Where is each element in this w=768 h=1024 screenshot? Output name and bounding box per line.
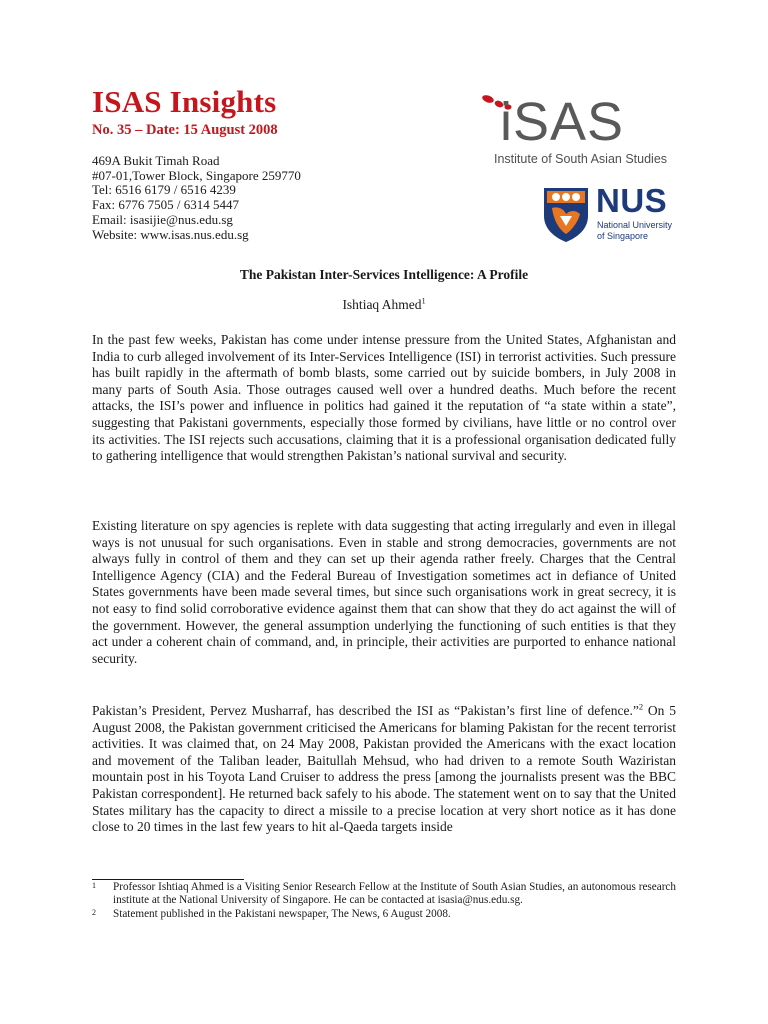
body-paragraph: In the past few weeks, Pakistan has come under intense pressure from the United States, Afghanistan and India to curb alleged involvement of its Inter-Services Intelligence (ISI) in terrorist activities. Such pressure has built rapidly in the aftermath of bomb blasts, some carried out by suicide bombers, in July 2008 in many parts of South Asia. Those outrages caused well over a hundred deaths. Much before the recent attacks, the ISI’s power and influence in politics had gained it the reputation of “a state within a state”, suggesting that Pakistani governments, especially those formed by civilians, have little or no control over its activities. The ISI rejects such accusations, claiming that it is a professional organisation dedicated fully to gathering intelligence that would strengthen Pakistan’s national survival and security.	[92, 332, 676, 464]
author-byline	[0, 297, 768, 313]
footnote-divider	[92, 879, 244, 880]
footnote-ref: 2	[638, 701, 644, 712]
nus-subtitle	[597, 220, 687, 241]
article-title: The Pakistan Inter-Services Intelligence: A Profile	[239, 267, 529, 282]
fax-line: Fax: 6776 7505 / 6314 5447	[92, 197, 239, 213]
body-paragraph	[92, 703, 676, 836]
address-line: #07-01,Tower Block, Singapore 259770	[92, 167, 301, 183]
author-name: Ishtiaq Ahmed	[342, 297, 422, 312]
body-paragraph: Existing literature on spy agencies is replete with data suggesting that acting irregularly and even in illegal ways is not unusual for such organisations. Even in stable and strong democracies, governments are not always fully in control of them and they can set up their agenda rather freely. Charges that the Central Intelligence Agency (CIA) and the Federal Bureau of Investigation sometimes act in defiance of United States governments have been made several times, but since such organisations work in great secrecy, it is not easy to find solid corroborative evidence against them that can show that they do act against the will of the government. However, the general assumption underlying the functioning of such entities is that they act under a coherent chain of command, and, in principle, their activities are purported to enhance national security.	[92, 518, 676, 666]
footnote-number: 1	[92, 881, 96, 890]
paragraph-text: Pakistan’s President, Pervez Musharraf, has described the ISI as “Pakistan’s first line of defence.”	[92, 703, 639, 718]
footnote-text: Statement published in the Pakistani newspaper, The News, 6 August 2008.	[113, 908, 451, 921]
nus-subtitle-line: of Singapore	[597, 230, 649, 241]
publication-title: ISAS Insights	[92, 84, 277, 119]
email-line: Email: isasijie@nus.edu.sg	[92, 211, 233, 227]
issue-date: No. 35 – Date: 15 August 2008	[92, 122, 278, 138]
nus-subtitle-line: National University	[597, 220, 673, 230]
isas-wordmark: iSAS	[500, 92, 625, 152]
footnotes	[92, 881, 676, 923]
footnote	[92, 908, 676, 921]
nus-wordmark: NUS	[596, 182, 668, 219]
isas-tagline: Institute of South Asian Studies	[494, 152, 668, 166]
nus-logo	[542, 182, 682, 248]
phone-line: Tel: 6516 6179 / 6516 4239	[92, 182, 236, 198]
footnote-ref: 1	[421, 296, 426, 306]
website-line: Website: www.isas.nus.edu.sg	[92, 226, 249, 242]
contact-address-block	[92, 154, 412, 242]
footnote-text: Professor Ishtiaq Ahmed is a Visiting Senior Research Fellow at the Institute of South Asian Studies, an autonomous research institute at the National University of Singapore. He can be contacted at isasia@nus.edu.sg.	[113, 881, 676, 907]
address-line: 469A Bukit Timah Road	[92, 153, 220, 168]
paragraph-text: On 5 August 2008, the Pakistan government criticised the Americans for blaming Pakistan for the recent terrorist activities. It was claimed that, on 24 May 2008, Pakistan provided the Americans with the exact location and movement of the Taliban leader, Baitullah Mehsud, who had driven to a remote South Waziristan mountain post in his Toyota Land Cruiser to address the press [among the journalists present was the BBC Pakistan correspondent]. He returned back safely to his abode. The statement went on to say that the United States military has the capacity to direct a missile to a precise location at very short notice as it has done close to 20 times in the last few years to hit al-Qaeda targets inside	[92, 703, 676, 835]
nus-crest-icon	[542, 186, 590, 244]
footnote-number: 2	[92, 908, 96, 918]
footnote	[92, 881, 676, 907]
isas-logo	[478, 92, 678, 172]
